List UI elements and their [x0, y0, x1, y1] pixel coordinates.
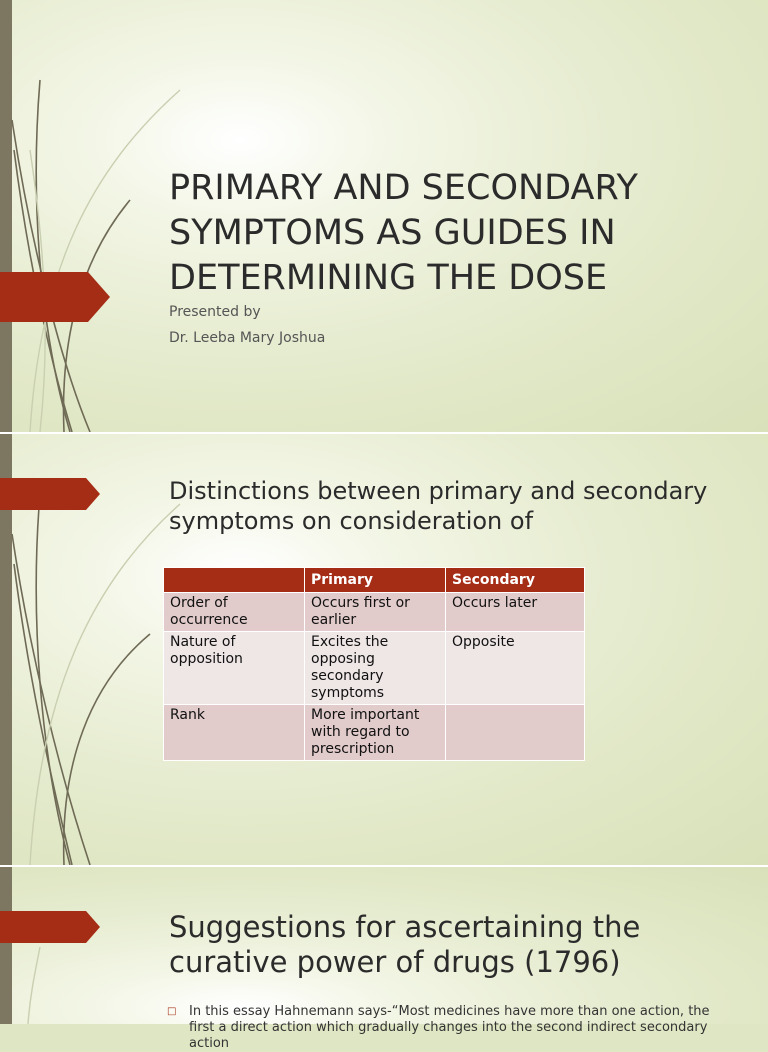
title-line: DETERMINING THE DOSE — [169, 258, 608, 298]
distinctions-table — [163, 567, 585, 761]
table-row — [164, 705, 585, 761]
table-cell — [446, 705, 585, 761]
heading-line: curative power of drugs (1796) — [169, 945, 621, 979]
table-cell: Rank — [164, 705, 305, 761]
arrow-shape — [0, 911, 100, 943]
arrow-shape — [0, 272, 110, 322]
slide-title — [169, 166, 749, 301]
slide-heading — [169, 476, 749, 536]
title-line: SYMPTOMS AS GUIDES IN — [169, 213, 616, 253]
slide-heading — [169, 910, 749, 980]
presenter-name: Dr. Leeba Mary Joshua — [169, 330, 326, 346]
title-line: PRIMARY AND SECONDARY — [169, 168, 638, 208]
heading-line: symptoms on consideration of — [169, 507, 534, 535]
table-cell: Order of occurrence — [164, 593, 305, 632]
table-cell: Occurs first or earlier — [305, 593, 446, 632]
heading-line: Distinctions between primary and secondary — [169, 477, 708, 505]
table-header-cell — [164, 568, 305, 593]
title-slide — [0, 0, 768, 432]
table-cell: More important with regard to prescription — [305, 705, 446, 761]
table-cell: Nature of opposition — [164, 632, 305, 705]
table-header-cell: Secondary — [446, 568, 585, 593]
heading-line: Suggestions for ascertaining the — [169, 910, 641, 944]
table-cell: Opposite — [446, 632, 585, 705]
bullet-text: In this essay Hahnemann says-“Most medicines have more than one action, the first a direct action which gradually changes into the second indirect secondary action — [189, 1004, 710, 1051]
table-row — [164, 593, 585, 632]
square-bullet-icon: □ — [167, 1006, 177, 1017]
table-header-row — [164, 568, 585, 593]
table-cell: Occurs later — [446, 593, 585, 632]
table-cell: Excites the opposing secondary symptoms — [305, 632, 446, 705]
presenter-label: Presented by — [169, 304, 261, 320]
table-row — [164, 632, 585, 705]
arrow-shape — [0, 478, 100, 510]
table-header-cell: Primary — [305, 568, 446, 593]
